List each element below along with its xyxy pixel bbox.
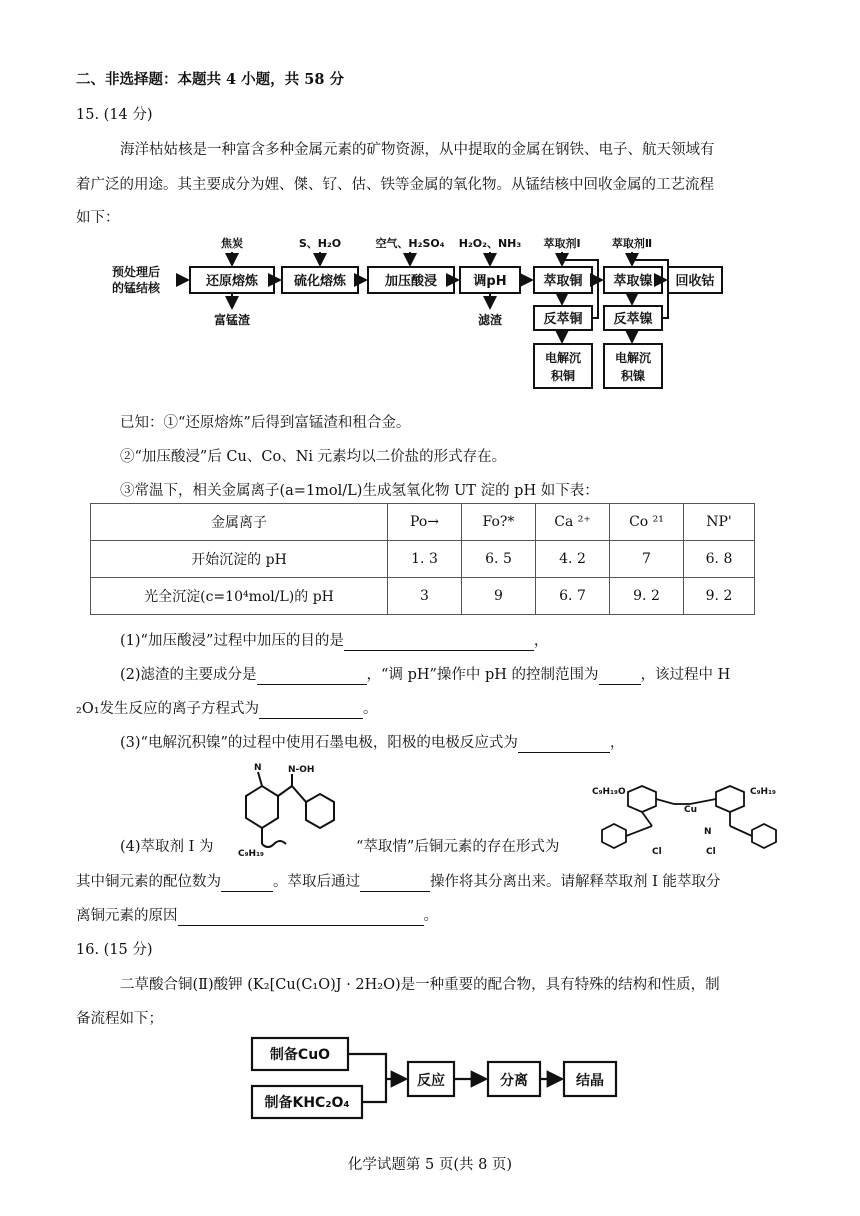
flow-electrowin-nickel-line-2: 积镍	[620, 369, 646, 383]
ph-table	[90, 503, 755, 615]
flow-substep-back-extract-nickel: 反萃镍	[613, 312, 653, 327]
table-header-cell: NP'	[684, 504, 755, 541]
table-row	[91, 578, 755, 615]
table-row	[91, 541, 755, 578]
table-cell: 9. 2	[684, 578, 755, 615]
subquestion-4-cont: 其中铜元素的配位数为 。萃取后通过 操作将其分离出来。请解释萃取剂 I 能萃取分	[76, 874, 721, 890]
flow-start-line-2: 的锰结核	[112, 281, 161, 295]
struct2-label-cu: Cu	[684, 805, 698, 815]
table-cell: 6. 8	[684, 541, 755, 578]
table-cell: 1. 3	[388, 541, 462, 578]
subquestion-2: (2)滤渣的主要成分是 ，“调 pH”操作中 pH 的控制范围为 ，该过程中 H	[120, 667, 731, 683]
subquestion-4-part-2: “萃取情”后铜元素的存在形式为	[356, 839, 560, 855]
q16-step-crystallization: 结晶	[576, 1073, 604, 1089]
subquestion-4-part-1: (4)萃取剂 I 为	[120, 839, 214, 855]
struct2-label-alkyl: C₉H₁₉	[750, 787, 776, 797]
q16-intro-line-2: 备流程如下；	[76, 1011, 163, 1027]
table-header-cell: Co ²¹	[610, 504, 684, 541]
flow-electrowin-copper-line-1: 电解沉	[544, 351, 582, 365]
answer-blank-2b[interactable]	[599, 668, 641, 685]
process-flow-diagram	[110, 232, 730, 394]
flow-step-pressure-acid-leach: 加压酸浸	[384, 274, 438, 289]
subquestion-2-cont: ₂O₁发生反应的离子方程式为 。	[76, 701, 378, 717]
flow-input-coke: 焦炭	[221, 237, 243, 250]
known-condition-2: ②“加压酸浸”后 Cu、Co、Ni 元素均以二价盐的形式存在。	[120, 449, 507, 465]
flow-step-sulfide-smelting: 硫化熔炼	[293, 274, 347, 289]
table-header-cell: 金属离子	[91, 504, 388, 541]
table-header-cell: Po→	[388, 504, 462, 541]
flow-step-extract-nickel: 萃取镍	[613, 274, 653, 289]
subquestion-3: (3)“电解沉积镍”的过程中使用石墨电极，阳极的电极反应式为 ，	[120, 735, 625, 751]
answer-blank-4c[interactable]	[178, 909, 424, 926]
table-cell: 9. 2	[610, 578, 684, 615]
flow-electrowin-copper-line-2: 积铜	[550, 369, 576, 383]
struct2-label-n: N	[704, 827, 712, 837]
flow-step-adjust-ph: 调pH	[473, 274, 507, 289]
subquestion-1: (1)“加压酸浸”过程中加压的目的是 ，	[120, 633, 549, 649]
flow-step-recover-cobalt: 回收钴	[675, 274, 715, 289]
table-header-cell: Ca ²⁺	[536, 504, 610, 541]
q16-step-separation: 分离	[500, 1073, 528, 1089]
table-cell: 9	[462, 578, 536, 615]
answer-blank-2c[interactable]	[259, 702, 363, 719]
table-cell: 开始沉淀的 pH	[91, 541, 388, 578]
table-cell: 7	[610, 541, 684, 578]
struct-label-noh: N-OH	[288, 765, 315, 775]
struct2-label-cl-1: Cl	[652, 847, 662, 856]
flow-input-air-acid: 空气、H₂SO₄	[375, 237, 445, 250]
struct2-label-cl-2: Cl	[706, 847, 716, 856]
answer-blank-1[interactable]	[344, 634, 534, 651]
q15-intro-line-3: 如下：	[76, 210, 120, 226]
q16-step-reaction: 反应	[417, 1073, 445, 1089]
flow-input-sulfur-water: S、H₂O	[298, 237, 342, 250]
copper-complex-structure	[592, 782, 792, 856]
flow-substep-back-extract-copper: 反萃铜	[543, 312, 583, 327]
answer-blank-4a[interactable]	[221, 875, 273, 892]
table-cell: 光全沉淀(c=10⁴mol/L)的 pH	[91, 578, 388, 615]
flow-input-extractant-1: 萃取剂Ⅰ	[543, 237, 581, 250]
q16-intro-line-1: 二草酸合铜(Ⅱ)酸钾 (K₂[Cu(C₁O)J · 2H₂O)是一种重要的配合物，具有特殊的结构和性质，制	[120, 977, 720, 993]
q16-flow-diagram	[248, 1034, 628, 1124]
question-15-number: 15. (14 分)	[76, 107, 153, 123]
answer-blank-3[interactable]	[518, 736, 610, 753]
q16-prep-khc2o4: 制备KHC₂O₄	[264, 1095, 350, 1111]
flow-step-extract-copper: 萃取铜	[543, 274, 583, 289]
page-footer: 化学试题第 5 页(共 8 页)	[347, 1157, 513, 1173]
answer-blank-4b[interactable]	[360, 875, 430, 892]
known-condition-1: 已知：①“还原熔炼”后得到富锰渣和租合金。	[120, 415, 411, 431]
table-cell: 6. 5	[462, 541, 536, 578]
section-heading: 二、非选择题：本题共 4 小题，共 58 分	[76, 71, 344, 88]
table-cell: 6. 7	[536, 578, 610, 615]
flow-input-extractant-2: 萃取剂Ⅱ	[611, 237, 653, 250]
flow-output-filter-residue: 滤渣	[477, 313, 503, 327]
struct-label-n: N	[254, 763, 262, 773]
flow-electrowin-nickel-line-1: 电解沉	[614, 351, 652, 365]
known-condition-3: ③常温下，相关金属离子(a=1mol/L)生成氢氧化物 UT 淀的 pH 如下表：	[120, 483, 599, 499]
q15-intro-line-2: 着广泛的用途。其主要成分为娌、傑、钌、估、铁等金属的氧化物。从锰结核中回收金属的工艺流程	[76, 177, 714, 193]
answer-blank-2a[interactable]	[257, 668, 367, 685]
table-cell: 4. 2	[536, 541, 610, 578]
table-cell: 3	[388, 578, 462, 615]
struct-label-alkyl: C₉H₁₉	[238, 849, 264, 858]
flow-step-reduction-smelting: 还原熔炼	[205, 274, 259, 289]
q16-prep-cuo: 制备CuO	[269, 1047, 331, 1063]
question-16-number: 16. (15 分)	[76, 942, 153, 958]
flow-input-peroxide-ammonia: H₂O₂、NH₃	[458, 237, 522, 250]
table-header-row	[91, 504, 755, 541]
flow-output-mn-slag: 富锰渣	[213, 313, 251, 327]
subquestion-4-cont-2: 离铜元素的原因 。	[76, 908, 438, 924]
extractant-1-structure	[236, 758, 346, 858]
flow-start-line-1: 预处理后	[112, 265, 161, 279]
table-header-cell: Fo?*	[462, 504, 536, 541]
struct2-label-alkoxy: C₉H₁₉O	[592, 787, 626, 797]
q15-intro-line-1: 海洋枯姑核是一种富含多种金属元素的矿物资源，从中提取的金属在钢铁、电子、航天领域有	[120, 142, 715, 158]
